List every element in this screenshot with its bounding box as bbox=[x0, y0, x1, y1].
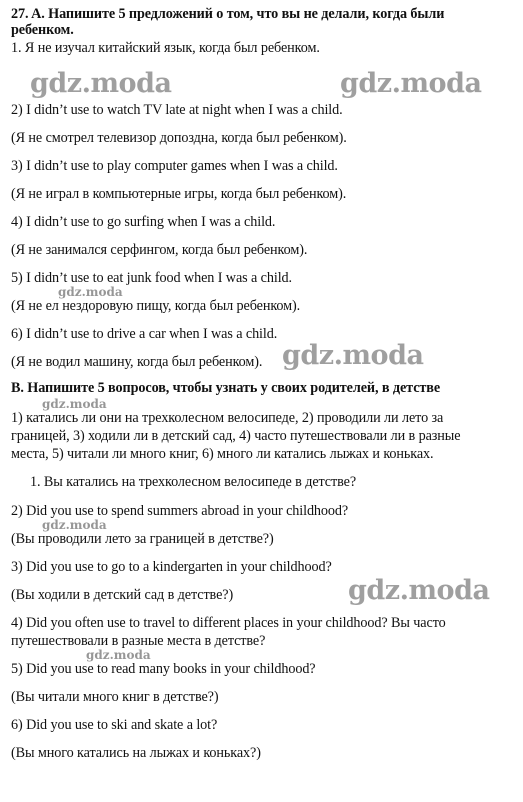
question-2-ru: (Вы проводили лето за границей в детстве?) bbox=[11, 531, 274, 547]
part-a-heading-line2: ребенком. bbox=[11, 22, 74, 38]
watermark-logo: gdz.moda bbox=[30, 68, 172, 99]
sentence-2-ru: (Я не смотрел телевизор допоздна, когда был ребенком). bbox=[11, 130, 347, 146]
question-4-line1: 4) Did you often use to travel to different places in your childhood? Вы часто bbox=[11, 615, 446, 631]
sentence-5-ru: (Я не ел нездоровую пищу, когда был ребенком). bbox=[11, 298, 301, 314]
watermark-logo: gdz.moda bbox=[42, 518, 107, 532]
part-a-example: 1. Я не изучал китайский язык, когда был ребенком. bbox=[11, 40, 320, 56]
sentence-5-en: 5) I didn’t use to eat junk food when I was a child. bbox=[11, 270, 292, 286]
sentence-2-en: 2) I didn’t use to watch TV late at night when I was a child. bbox=[11, 102, 343, 118]
watermark-logo: gdz.moda bbox=[58, 285, 123, 299]
part-b-prompt-line1: 1) катались ли они на трехколесном велосипеде, 2) проводили ли лето за bbox=[11, 410, 444, 426]
watermark-logo: gdz.moda bbox=[348, 575, 490, 606]
question-6-en: 6) Did you use to ski and skate a lot? bbox=[11, 717, 218, 733]
watermark-logo: gdz.moda bbox=[42, 397, 107, 411]
watermark-logo: gdz.moda bbox=[86, 648, 151, 662]
sentence-6-en: 6) I didn’t use to drive a car when I was a child. bbox=[11, 326, 278, 342]
question-2-en: 2) Did you use to spend summers abroad in your childhood? bbox=[11, 503, 349, 519]
sentence-6-ru: (Я не водил машину, когда был ребенком). bbox=[11, 354, 263, 370]
sentence-3-en: 3) I didn’t use to play computer games when I was a child. bbox=[11, 158, 338, 174]
sentence-4-en: 4) I didn’t use to go surfing when I was a child. bbox=[11, 214, 276, 230]
sentence-3-ru: (Я не играл в компьютерные игры, когда был ребенком). bbox=[11, 186, 347, 202]
part-b-prompt-line2: границей, 3) ходили ли в детский сад, 4) часто путешествовали ли в разные bbox=[11, 428, 461, 444]
question-6-ru: (Вы много катались на лыжах и коньках?) bbox=[11, 745, 261, 761]
part-b-prompt-line3: места, 5) читали ли много книг, 6) много ли катались лыжах и коньках. bbox=[11, 446, 434, 462]
watermark-logo: gdz.moda bbox=[340, 68, 482, 99]
part-b-example: 1. Вы катались на трехколесном велосипеде в детстве? bbox=[30, 474, 357, 490]
question-4-line2: путешествовали в разные места в детстве? bbox=[11, 633, 266, 649]
sentence-4-ru: (Я не занимался серфингом, когда был ребенком). bbox=[11, 242, 308, 258]
watermark-logo: gdz.moda bbox=[282, 340, 424, 371]
question-5-en: 5) Did you use to read many books in your childhood? bbox=[11, 661, 316, 677]
part-b-heading: В. Напишите 5 вопросов, чтобы узнать у своих родителей, в детстве bbox=[11, 380, 441, 396]
part-a-heading-line1: 27. A. Напишите 5 предложений о том, что вы не делали, когда были bbox=[11, 6, 445, 22]
question-3-en: 3) Did you use to go to a kindergarten in your childhood? bbox=[11, 559, 332, 575]
question-5-ru: (Вы читали много книг в детстве?) bbox=[11, 689, 219, 705]
question-3-ru: (Вы ходили в детский сад в детстве?) bbox=[11, 587, 234, 603]
